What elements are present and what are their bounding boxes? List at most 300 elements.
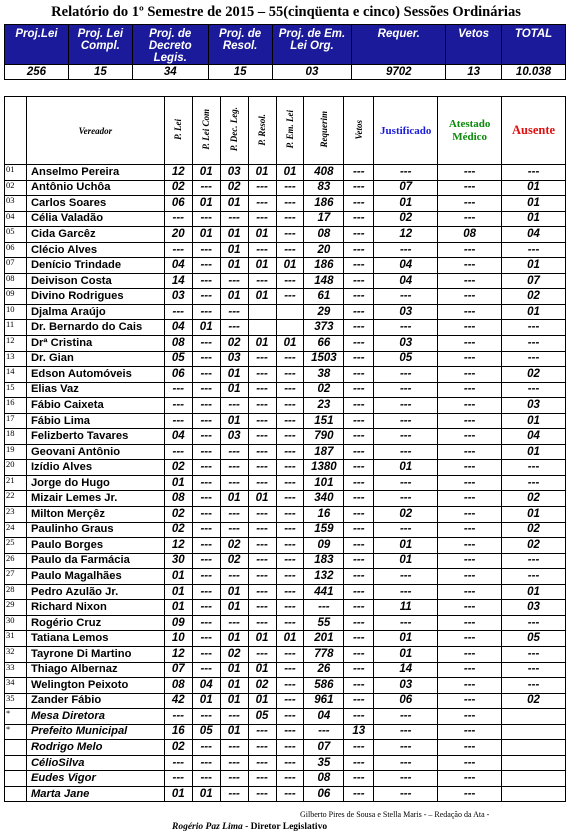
summary-value-proj-lei-compl: 15: [68, 65, 132, 80]
cell-atestado-medico: ---: [438, 460, 502, 476]
row-number: 24: [5, 522, 27, 538]
cell-p-em-lei: ---: [276, 460, 304, 476]
cell-p-em-lei: ---: [276, 429, 304, 445]
cell-vetos: ---: [344, 538, 374, 554]
cell-ausente: 01: [502, 196, 566, 212]
cell-ausente: [502, 724, 566, 740]
cell-requerim: 201: [304, 631, 344, 647]
cell-ausente: 02: [502, 538, 566, 554]
vereador-name: Cida Garcêz: [26, 227, 164, 243]
cell-p-resol: ---: [248, 382, 276, 398]
cell-p-resol: 01: [248, 693, 276, 709]
cell-ausente: ---: [502, 165, 566, 181]
cell-p-lei: 01: [164, 569, 192, 585]
cell-p-lei-com: ---: [192, 475, 220, 491]
cell-atestado-medico: ---: [438, 320, 502, 336]
table-row: [5, 460, 566, 476]
cell-ausente: [502, 709, 566, 725]
cell-vetos: ---: [344, 693, 374, 709]
cell-p-lei-com: ---: [192, 538, 220, 554]
cell-requerim: 778: [304, 646, 344, 662]
cell-p-lei-com: 01: [192, 227, 220, 243]
cell-p-em-lei: ---: [276, 398, 304, 414]
cell-justificado: ---: [374, 491, 438, 507]
cell-p-dec-leg: 01: [220, 678, 248, 694]
cell-requerim: 340: [304, 491, 344, 507]
vereador-name: Milton Merçêz: [26, 507, 164, 523]
row-number: 32: [5, 646, 27, 662]
row-number: 01: [5, 165, 27, 181]
header-requerim: [304, 97, 344, 165]
cell-vetos: ---: [344, 320, 374, 336]
cell-atestado-medico: ---: [438, 569, 502, 585]
cell-p-lei-com: ---: [192, 429, 220, 445]
table-row: [5, 336, 566, 352]
cell-p-lei-com: ---: [192, 444, 220, 460]
cell-p-resol: 01: [248, 631, 276, 647]
cell-ausente: 07: [502, 273, 566, 289]
table-row: [5, 304, 566, 320]
cell-p-em-lei: ---: [276, 367, 304, 383]
cell-vetos: ---: [344, 413, 374, 429]
vereador-name: Jorge do Hugo: [26, 475, 164, 491]
cell-vetos: ---: [344, 304, 374, 320]
cell-p-lei: ---: [164, 398, 192, 414]
cell-ausente: ---: [502, 382, 566, 398]
cell-justificado: ---: [374, 242, 438, 258]
vereador-name: Mizair Lemes Jr.: [26, 491, 164, 507]
cell-requerim: 26: [304, 662, 344, 678]
row-number: *: [5, 724, 27, 740]
vereador-name: Mesa Diretora: [26, 709, 164, 725]
cell-requerim: 183: [304, 553, 344, 569]
cell-justificado: 02: [374, 211, 438, 227]
summary-header-proj-resol: Proj. de Resol.: [208, 25, 272, 65]
header-p-em-lei-label: P. Em. Lei: [284, 110, 295, 149]
table-row: [5, 491, 566, 507]
cell-vetos: ---: [344, 351, 374, 367]
vereador-name: Paulo Magalhães: [26, 569, 164, 585]
header-p-resol-label: P. Resol.: [257, 113, 268, 146]
summary-header-total: TOTAL: [502, 25, 566, 65]
cell-p-em-lei: ---: [276, 180, 304, 196]
cell-p-resol: ---: [248, 724, 276, 740]
cell-p-dec-leg: 01: [220, 724, 248, 740]
row-number: 04: [5, 211, 27, 227]
row-number: [5, 740, 27, 756]
cell-p-lei: ---: [164, 709, 192, 725]
cell-atestado-medico: ---: [438, 289, 502, 305]
row-number: [5, 786, 27, 802]
cell-p-lei-com: ---: [192, 242, 220, 258]
cell-p-dec-leg: 01: [220, 693, 248, 709]
summary-header-proj-em-lei: Proj. de Em. Lei Org.: [272, 25, 352, 65]
row-number: 13: [5, 351, 27, 367]
vereador-name: Paulinho Graus: [26, 522, 164, 538]
cell-atestado-medico: ---: [438, 709, 502, 725]
row-number: 15: [5, 382, 27, 398]
cell-p-lei-com: ---: [192, 755, 220, 771]
row-number: 31: [5, 631, 27, 647]
cell-p-lei-com: ---: [192, 631, 220, 647]
cell-p-lei: 12: [164, 165, 192, 181]
row-number: [5, 755, 27, 771]
cell-p-lei-com: ---: [192, 413, 220, 429]
summary-value-vetos: 13: [446, 65, 502, 80]
row-number: 27: [5, 569, 27, 585]
table-row: [5, 553, 566, 569]
row-number: 16: [5, 398, 27, 414]
cell-ausente: ---: [502, 615, 566, 631]
cell-vetos: ---: [344, 491, 374, 507]
cell-ausente: ---: [502, 553, 566, 569]
cell-p-em-lei: ---: [276, 569, 304, 585]
cell-vetos: ---: [344, 258, 374, 274]
cell-p-lei-com: ---: [192, 336, 220, 352]
cell-justificado: ---: [374, 165, 438, 181]
cell-atestado-medico: ---: [438, 724, 502, 740]
cell-p-lei-com: ---: [192, 600, 220, 616]
cell-atestado-medico: ---: [438, 786, 502, 802]
cell-vetos: ---: [344, 600, 374, 616]
row-number: 12: [5, 336, 27, 352]
cell-ausente: ---: [502, 242, 566, 258]
row-number: 11: [5, 320, 27, 336]
cell-vetos: ---: [344, 662, 374, 678]
cell-ausente: 01: [502, 258, 566, 274]
footer-director: [172, 822, 327, 832]
cell-p-lei-com: 01: [192, 320, 220, 336]
vereador-name: Thiago Albernaz: [26, 662, 164, 678]
cell-requerim: 02: [304, 382, 344, 398]
cell-requerim: 23: [304, 398, 344, 414]
vereador-name: Paulo da Farmácia: [26, 553, 164, 569]
vereador-name: Felizberto Tavares: [26, 429, 164, 445]
cell-p-resol: ---: [248, 196, 276, 212]
header-justificado: Justificado: [374, 97, 438, 165]
cell-ausente: 01: [502, 444, 566, 460]
vereador-name: Carlos Soares: [26, 196, 164, 212]
cell-requerim: 186: [304, 196, 344, 212]
row-number: 18: [5, 429, 27, 445]
cell-justificado: ---: [374, 786, 438, 802]
cell-atestado-medico: ---: [438, 631, 502, 647]
cell-vetos: ---: [344, 227, 374, 243]
vereador-name: Elias Vaz: [26, 382, 164, 398]
table-row: [5, 631, 566, 647]
row-number: 10: [5, 304, 27, 320]
cell-atestado-medico: ---: [438, 258, 502, 274]
cell-requerim: 83: [304, 180, 344, 196]
table-row: [5, 320, 566, 336]
row-number: 22: [5, 491, 27, 507]
cell-requerim: 586: [304, 678, 344, 694]
cell-ausente: 03: [502, 600, 566, 616]
cell-p-dec-leg: 02: [220, 180, 248, 196]
cell-requerim: 09: [304, 538, 344, 554]
cell-atestado-medico: ---: [438, 304, 502, 320]
vereador-name: Izídio Alves: [26, 460, 164, 476]
cell-justificado: 01: [374, 631, 438, 647]
cell-requerim: 08: [304, 227, 344, 243]
cell-p-dec-leg: 02: [220, 538, 248, 554]
table-row: [5, 724, 566, 740]
cell-vetos: ---: [344, 646, 374, 662]
cell-justificado: 01: [374, 646, 438, 662]
cell-requerim: 17: [304, 211, 344, 227]
cell-requerim: 961: [304, 693, 344, 709]
cell-p-lei: 09: [164, 615, 192, 631]
cell-p-resol: ---: [248, 569, 276, 585]
cell-p-dec-leg: 03: [220, 165, 248, 181]
cell-p-dec-leg: ---: [220, 771, 248, 787]
cell-vetos: ---: [344, 273, 374, 289]
cell-p-lei-com: ---: [192, 460, 220, 476]
cell-requerim: 20: [304, 242, 344, 258]
row-number: 26: [5, 553, 27, 569]
cell-vetos: ---: [344, 771, 374, 787]
table-row: [5, 600, 566, 616]
table-row: [5, 413, 566, 429]
cell-atestado-medico: ---: [438, 755, 502, 771]
row-number: 25: [5, 538, 27, 554]
row-number: 29: [5, 600, 27, 616]
table-row: [5, 693, 566, 709]
cell-ausente: ---: [502, 460, 566, 476]
cell-justificado: 12: [374, 227, 438, 243]
cell-justificado: ---: [374, 398, 438, 414]
cell-p-lei: 12: [164, 538, 192, 554]
cell-p-em-lei: ---: [276, 724, 304, 740]
row-number: 05: [5, 227, 27, 243]
header-number-column: [5, 97, 27, 165]
cell-p-em-lei: ---: [276, 740, 304, 756]
cell-justificado: 01: [374, 196, 438, 212]
cell-atestado-medico: ---: [438, 553, 502, 569]
cell-atestado-medico: ---: [438, 242, 502, 258]
cell-requerim: 373: [304, 320, 344, 336]
cell-p-lei-com: 01: [192, 786, 220, 802]
cell-p-lei: ---: [164, 755, 192, 771]
cell-p-resol: 05: [248, 709, 276, 725]
summary-value-requer: 9702: [352, 65, 446, 80]
cell-p-lei-com: ---: [192, 289, 220, 305]
header-vereador: Vereador: [26, 97, 164, 165]
cell-ausente: 03: [502, 398, 566, 414]
row-number: 08: [5, 273, 27, 289]
cell-vetos: ---: [344, 336, 374, 352]
cell-p-em-lei: 01: [276, 165, 304, 181]
table-row: [5, 538, 566, 554]
cell-p-lei: 01: [164, 475, 192, 491]
cell-p-em-lei: ---: [276, 584, 304, 600]
cell-p-lei: ---: [164, 771, 192, 787]
cell-p-lei: 04: [164, 258, 192, 274]
cell-p-dec-leg: 03: [220, 351, 248, 367]
cell-p-lei: 14: [164, 273, 192, 289]
cell-p-resol: ---: [248, 740, 276, 756]
row-number: 30: [5, 615, 27, 631]
cell-p-lei-com: 01: [192, 165, 220, 181]
footer-credit: Gilberto Pires de Sousa e Stella Maris - – Redação da Ata -: [300, 810, 490, 819]
cell-p-em-lei: ---: [276, 444, 304, 460]
cell-p-em-lei: ---: [276, 600, 304, 616]
header-p-dec-leg: [220, 97, 248, 165]
header-p-dec-leg-label: P. Dec. Leg.: [229, 107, 240, 152]
cell-p-em-lei: ---: [276, 273, 304, 289]
cell-p-resol: ---: [248, 507, 276, 523]
cell-p-em-lei: ---: [276, 507, 304, 523]
cell-p-lei-com: ---: [192, 304, 220, 320]
header-vetos: [344, 97, 374, 165]
cell-requerim: 1380: [304, 460, 344, 476]
cell-p-lei-com: ---: [192, 367, 220, 383]
row-number: 33: [5, 662, 27, 678]
row-number: 34: [5, 678, 27, 694]
cell-p-lei: 16: [164, 724, 192, 740]
table-row: [5, 227, 566, 243]
cell-vetos: ---: [344, 740, 374, 756]
header-atestado-medico: Atestado Médico: [438, 97, 502, 165]
cell-p-resol: ---: [248, 273, 276, 289]
header-p-lei-com: [192, 97, 220, 165]
cell-atestado-medico: ---: [438, 678, 502, 694]
vereador-name: Dr. Bernardo do Cais: [26, 320, 164, 336]
cell-p-lei: 02: [164, 180, 192, 196]
cell-justificado: 05: [374, 351, 438, 367]
cell-atestado-medico: ---: [438, 693, 502, 709]
cell-p-lei-com: ---: [192, 740, 220, 756]
cell-p-dec-leg: 01: [220, 413, 248, 429]
cell-p-dec-leg: 01: [220, 367, 248, 383]
cell-justificado: ---: [374, 320, 438, 336]
cell-p-lei: 02: [164, 460, 192, 476]
cell-p-lei-com: ---: [192, 569, 220, 585]
cell-p-resol: ---: [248, 211, 276, 227]
cell-ausente: [502, 755, 566, 771]
cell-p-dec-leg: ---: [220, 755, 248, 771]
cell-atestado-medico: ---: [438, 398, 502, 414]
cell-justificado: ---: [374, 382, 438, 398]
cell-p-resol: ---: [248, 771, 276, 787]
cell-ausente: ---: [502, 320, 566, 336]
vereador-name: Drª Cristina: [26, 336, 164, 352]
vereador-name: Welington Peixoto: [26, 678, 164, 694]
cell-p-dec-leg: 01: [220, 584, 248, 600]
cell-ausente: ---: [502, 662, 566, 678]
cell-requerim: 29: [304, 304, 344, 320]
cell-ausente: [502, 740, 566, 756]
director-name: Rogério Paz Lima: [172, 822, 243, 832]
header-p-lei: [164, 97, 192, 165]
vereador-name: Denício Trindade: [26, 258, 164, 274]
cell-p-dec-leg: ---: [220, 304, 248, 320]
cell-justificado: ---: [374, 709, 438, 725]
header-p-em-lei: [276, 97, 304, 165]
vereador-name: CélioSilva: [26, 755, 164, 771]
cell-atestado-medico: ---: [438, 507, 502, 523]
cell-atestado-medico: ---: [438, 211, 502, 227]
cell-p-em-lei: ---: [276, 646, 304, 662]
cell-p-dec-leg: ---: [220, 522, 248, 538]
row-number: 23: [5, 507, 27, 523]
cell-requerim: 790: [304, 429, 344, 445]
cell-p-lei-com: ---: [192, 771, 220, 787]
vereador-name: Tatiana Lemos: [26, 631, 164, 647]
vereador-name: Fábio Lima: [26, 413, 164, 429]
cell-ausente: 02: [502, 491, 566, 507]
cell-p-resol: ---: [248, 460, 276, 476]
summary-value-row: [5, 65, 566, 80]
cell-p-resol: ---: [248, 755, 276, 771]
cell-ausente: 02: [502, 522, 566, 538]
table-row: [5, 771, 566, 787]
vereadores-table: [4, 96, 566, 802]
cell-vetos: ---: [344, 289, 374, 305]
cell-vetos: ---: [344, 709, 374, 725]
cell-p-lei-com: ---: [192, 662, 220, 678]
header-p-lei-com-label: P. Lei Com: [201, 109, 212, 150]
cell-atestado-medico: ---: [438, 382, 502, 398]
row-number: 20: [5, 460, 27, 476]
row-number: 07: [5, 258, 27, 274]
cell-atestado-medico: ---: [438, 444, 502, 460]
cell-p-resol: ---: [248, 600, 276, 616]
cell-atestado-medico: ---: [438, 491, 502, 507]
table-row: [5, 165, 566, 181]
cell-atestado-medico: ---: [438, 196, 502, 212]
cell-ausente: 02: [502, 693, 566, 709]
header-p-lei-label: P. Lei: [173, 119, 184, 140]
cell-p-dec-leg: 02: [220, 553, 248, 569]
cell-atestado-medico: ---: [438, 646, 502, 662]
cell-justificado: ---: [374, 724, 438, 740]
header-p-resol: [248, 97, 276, 165]
cell-p-dec-leg: ---: [220, 444, 248, 460]
cell-atestado-medico: ---: [438, 273, 502, 289]
cell-vetos: ---: [344, 678, 374, 694]
cell-p-em-lei: ---: [276, 413, 304, 429]
cell-p-lei: 08: [164, 678, 192, 694]
cell-atestado-medico: ---: [438, 429, 502, 445]
cell-p-lei: 08: [164, 336, 192, 352]
cell-justificado: ---: [374, 522, 438, 538]
cell-p-resol: ---: [248, 615, 276, 631]
table-row: [5, 258, 566, 274]
cell-justificado: 04: [374, 258, 438, 274]
cell-justificado: 01: [374, 538, 438, 554]
cell-p-dec-leg: 01: [220, 242, 248, 258]
cell-justificado: 01: [374, 553, 438, 569]
summary-header-vetos: Vetos: [446, 25, 502, 65]
summary-value-proj-em-lei: 03: [272, 65, 352, 80]
cell-atestado-medico: ---: [438, 165, 502, 181]
cell-p-lei-com: ---: [192, 709, 220, 725]
cell-p-em-lei: 01: [276, 336, 304, 352]
cell-p-resol: ---: [248, 398, 276, 414]
cell-vetos: ---: [344, 475, 374, 491]
cell-requerim: 186: [304, 258, 344, 274]
cell-vetos: ---: [344, 196, 374, 212]
summary-header-row: [5, 25, 566, 65]
cell-p-lei: 02: [164, 740, 192, 756]
vereador-name: Geovani Antônio: [26, 444, 164, 460]
cell-p-lei-com: ---: [192, 522, 220, 538]
cell-atestado-medico: ---: [438, 336, 502, 352]
table-row: [5, 367, 566, 383]
cell-ausente: [502, 771, 566, 787]
cell-atestado-medico: ---: [438, 475, 502, 491]
